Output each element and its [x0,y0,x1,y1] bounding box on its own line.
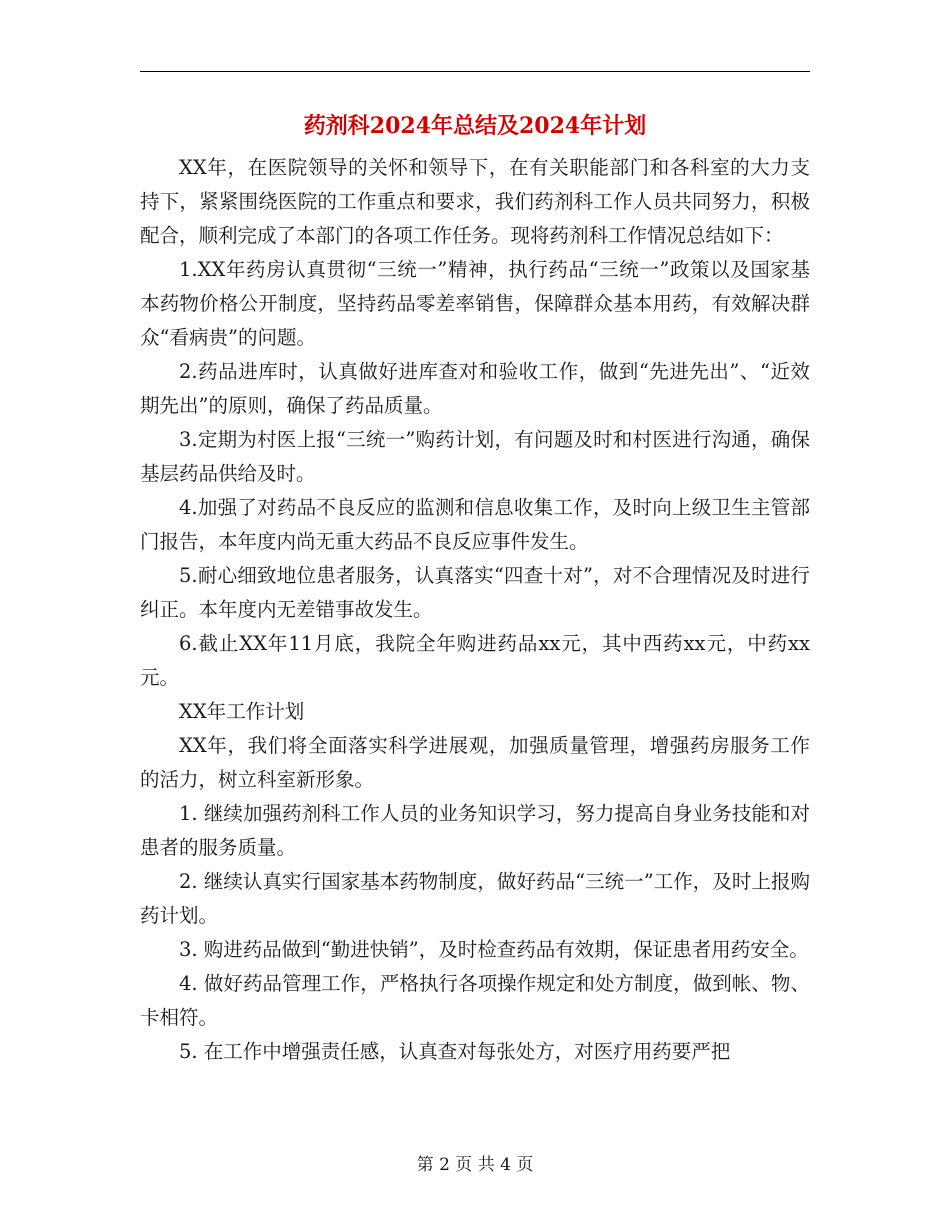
document-title: 药剂科2024年总结及2024年计划 [303,113,647,139]
page-number-footer: 第 2 页 共 4 页 [416,1155,534,1175]
paragraph-item-2: 2.药品进库时，认真做好进库查对和验收工作，做到“先进先出”、“近效期先出”的原则，确保了药品质量。 [140,360,810,417]
paragraph-plan-intro: XX年，我们将全面落实科学进展观，加强质量管理，增强药房服务工作的活力，树立科室新形象。 [140,734,810,791]
paragraph-plan-3: 3. 购进药品做到“勤进快销”，及时检查药品有效期，保证患者用药安全。 [179,938,809,961]
paragraph-item-6: 6.截止XX年11月底，我院全年购进药品xx元，其中西药xx元，中药xx元。 [140,632,810,689]
document-body [140,151,810,1069]
paragraph-plan-2: 2. 继续认真实行国家基本药物制度，做好药品“三统一”工作，及时上报购药计划。 [140,870,810,927]
paragraph-plan-1: 1. 继续加强药剂科工作人员的业务知识学习，努力提高自身业务技能和对患者的服务质量。 [140,802,810,859]
section-heading-plan: XX年工作计划 [179,700,305,723]
paragraph-item-4: 4.加强了对药品不良反应的监测和信息收集工作，及时向上级卫生主管部门报告，本年度内尚无重大药品不良反应事件发生。 [140,496,810,553]
paragraph-item-5: 5.耐心细致地位患者服务，认真落实“四查十对”，对不合理情况及时进行纠正。本年度内无差错事故发生。 [140,564,810,621]
paragraph-plan-4: 4. 做好药品管理工作，严格执行各项操作规定和处方制度，做到帐、物、卡相符。 [140,972,810,1029]
paragraph-item-1: 1.XX年药房认真贯彻“三统一”精神，执行药品“三统一”政策以及国家基本药物价格公开制度，坚持药品零差率销售，保障群众基本用药，有效解决群众“看病贵”的问题。 [140,258,810,349]
header-rule [140,71,810,72]
paragraph-plan-5: 5. 在工作中增强责任感，认真查对每张处方，对医疗用药要严把 [179,1040,731,1063]
paragraph-intro: XX年，在医院领导的关怀和领导下，在有关职能部门和各科室的大力支持下，紧紧围绕医院的工作重点和要求，我们药剂科工作人员共同努力，积极配合，顺利完成了本部门的各项工作任务。现将药剂科工作情况总结如下： [140,156,810,247]
paragraph-item-3: 3.定期为村医上报“三统一”购药计划，有问题及时和村医进行沟通，确保基层药品供给及时。 [140,428,810,485]
